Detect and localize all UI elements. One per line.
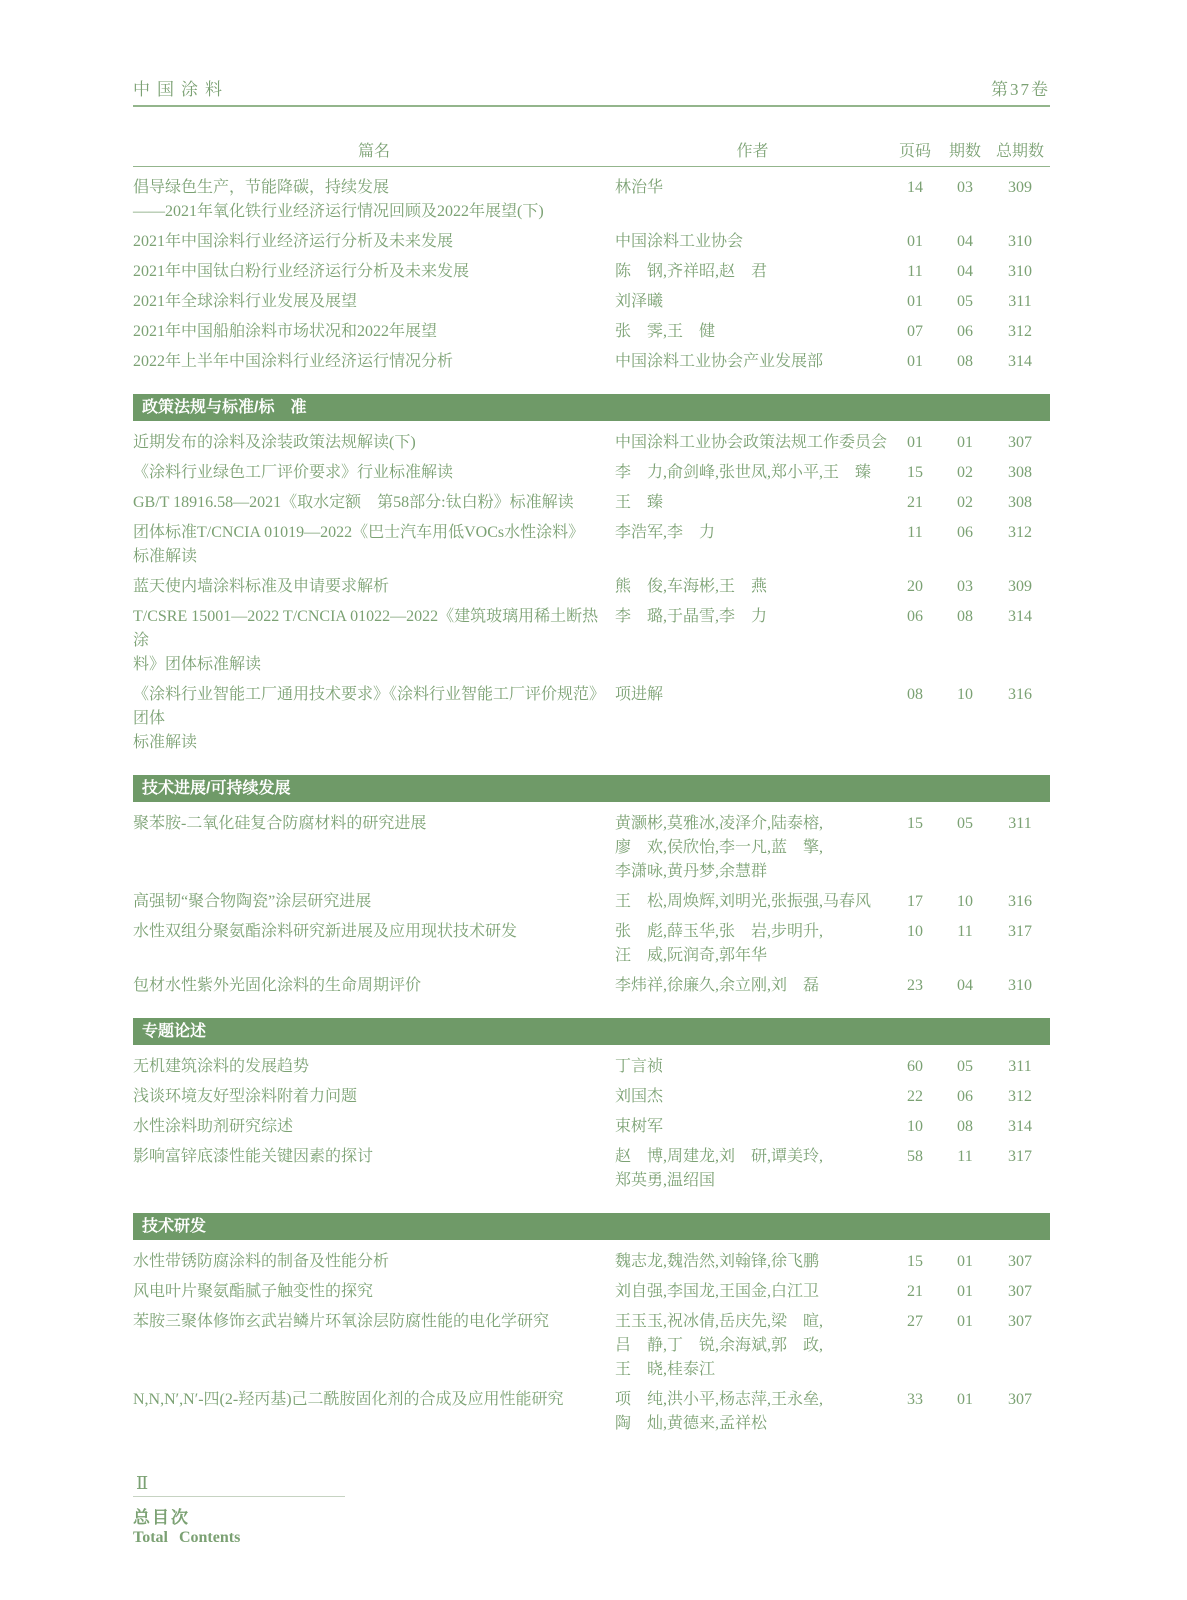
toc-row xyxy=(133,461,1050,485)
article-issue-number: 06 xyxy=(957,323,973,340)
article-authors xyxy=(615,1055,890,1079)
article-authors-line: 束树军 xyxy=(615,1118,664,1135)
article-page-number: 11 xyxy=(907,524,923,541)
article-title xyxy=(133,1388,615,1412)
section-banner xyxy=(133,1018,1050,1045)
article-issue-number: 06 xyxy=(957,1088,973,1105)
article-title-line: 料》团体标准解读 xyxy=(133,656,262,673)
toc-row xyxy=(133,812,1050,884)
article-total-issue-number: 307 xyxy=(1008,434,1032,451)
article-authors-line: 张 霁,王 健 xyxy=(615,323,716,340)
article-authors-line: 中国涂料工业协会产业发展部 xyxy=(615,353,824,370)
article-issue-number: 08 xyxy=(957,353,973,370)
article-issue-number: 05 xyxy=(957,1058,973,1075)
toc-row xyxy=(133,890,1050,914)
article-title xyxy=(133,491,615,515)
article-authors xyxy=(615,431,890,455)
article-total-issue-number: 310 xyxy=(1008,977,1032,994)
article-title-line: 水性双组分聚氨酯涂料研究新进展及应用现状技术研发 xyxy=(133,923,518,940)
journal-title: 中国涂料 xyxy=(133,80,229,99)
article-page-number: 14 xyxy=(907,179,923,196)
article-issue-number: 06 xyxy=(957,524,973,541)
toc-row xyxy=(133,605,1050,677)
article-title xyxy=(133,350,615,374)
toc-row xyxy=(133,431,1050,455)
article-issue-number: 02 xyxy=(957,494,973,511)
article-title xyxy=(133,683,615,755)
article-issue-number: 04 xyxy=(957,233,973,250)
article-title xyxy=(133,290,615,314)
toc-row xyxy=(133,260,1050,284)
article-authors xyxy=(615,260,890,284)
article-total-issue-number: 307 xyxy=(1008,1391,1032,1408)
toc-row xyxy=(133,683,1050,755)
article-total-issue-number: 311 xyxy=(1008,1058,1032,1075)
article-authors-line: 赵 博,周建龙,刘 研,谭美玲, xyxy=(615,1148,824,1165)
toc-row xyxy=(133,1145,1050,1193)
section-banner-title: 专题论述 xyxy=(142,1023,207,1040)
article-page-number: 01 xyxy=(907,353,923,370)
article-total-issue-number: 314 xyxy=(1008,1118,1032,1135)
article-title xyxy=(133,890,615,914)
article-total-issue-number: 307 xyxy=(1008,1283,1032,1300)
toc-row xyxy=(133,290,1050,314)
article-total-issue-number: 309 xyxy=(1008,179,1032,196)
toc-row xyxy=(133,1250,1050,1274)
article-authors-line: 熊 俊,车海彬,王 燕 xyxy=(615,578,768,595)
section-banner xyxy=(133,394,1050,421)
article-title-line: 2022年上半年中国涂料行业经济运行情况分析 xyxy=(133,353,454,370)
article-page-number: 33 xyxy=(907,1391,923,1408)
article-authors-line: 林治华 xyxy=(615,179,664,196)
article-title xyxy=(133,575,615,599)
toc-row xyxy=(133,320,1050,344)
article-authors xyxy=(615,920,890,968)
article-total-issue-number: 309 xyxy=(1008,578,1032,595)
article-page-number: 58 xyxy=(907,1148,923,1165)
article-title xyxy=(133,521,615,569)
article-title-line: 倡导绿色生产，节能降碳，持续发展 xyxy=(133,179,390,196)
article-title-line: 影响富锌底漆性能关键因素的探讨 xyxy=(133,1148,374,1165)
article-title-line: 2021年中国船舶涂料市场状况和2022年展望 xyxy=(133,323,438,340)
article-total-issue-number: 312 xyxy=(1008,323,1032,340)
article-authors xyxy=(615,461,890,485)
article-title xyxy=(133,920,615,944)
article-page-number: 15 xyxy=(907,815,923,832)
article-authors-line: 王 晓,桂泰江 xyxy=(615,1361,716,1378)
article-authors-line: 陶 灿,黄德来,孟祥松 xyxy=(615,1415,768,1432)
article-authors-line: 吕 静,丁 锐,余海斌,郭 政, xyxy=(615,1337,824,1354)
article-title xyxy=(133,605,615,677)
article-authors-line: 李炜祥,徐廉久,余立刚,刘 磊 xyxy=(615,977,820,994)
article-authors xyxy=(615,350,890,374)
article-issue-number: 01 xyxy=(957,1253,973,1270)
article-issue-number: 01 xyxy=(957,1283,973,1300)
article-title-line: 水性涂料助剂研究综述 xyxy=(133,1118,294,1135)
article-title-line: 苯胺三聚体修饰玄武岩鳞片环氧涂层防腐性能的电化学研究 xyxy=(133,1313,550,1330)
article-title xyxy=(133,176,615,224)
article-authors xyxy=(615,230,890,254)
article-issue-number: 08 xyxy=(957,608,973,625)
article-authors-line: 李浩军,李 力 xyxy=(615,524,716,541)
toc-row xyxy=(133,230,1050,254)
article-total-issue-number: 317 xyxy=(1008,1148,1032,1165)
article-authors xyxy=(615,1085,890,1109)
article-page-number: 08 xyxy=(907,686,923,703)
article-title-line: 近期发布的涂料及涂装政策法规解读(下) xyxy=(133,434,416,451)
article-title-line: T/CSRE 15001—2022 T/CNCIA 01022—2022《建筑玻璃用稀土断热涂 xyxy=(133,608,599,649)
article-authors xyxy=(615,1250,890,1274)
page-content xyxy=(133,0,1050,1436)
article-authors xyxy=(615,890,890,914)
article-title-line: 包材水性紫外光固化涂料的生命周期评价 xyxy=(133,977,422,994)
article-title xyxy=(133,1250,615,1274)
section-banner-title: 政策法规与标准/标 准 xyxy=(142,399,307,416)
article-total-issue-number: 310 xyxy=(1008,233,1032,250)
article-issue-number: 10 xyxy=(957,686,973,703)
article-page-number: 06 xyxy=(907,608,923,625)
article-authors-line: 项进解 xyxy=(615,686,664,703)
article-authors xyxy=(615,290,890,314)
column-header-issue: 期数 xyxy=(948,143,981,160)
article-title xyxy=(133,320,615,344)
article-title-line: 聚苯胺-二氧化硅复合防腐材料的研究进展 xyxy=(133,815,427,832)
article-authors-line: 刘国杰 xyxy=(615,1088,664,1105)
article-title xyxy=(133,1310,615,1334)
article-title-line: 无机建筑涂料的发展趋势 xyxy=(133,1058,310,1075)
article-title-line: 《涂料行业智能工厂通用技术要求》《涂料行业智能工厂评价规范》团体 xyxy=(133,686,598,727)
section-banner xyxy=(133,775,1050,802)
article-issue-number: 05 xyxy=(957,815,973,832)
article-total-issue-number: 307 xyxy=(1008,1253,1032,1270)
article-total-issue-number: 317 xyxy=(1008,923,1032,940)
folio-page-number: Ⅱ xyxy=(136,1473,149,1493)
article-title xyxy=(133,1085,615,1109)
article-issue-number: 03 xyxy=(957,578,973,595)
article-total-issue-number: 308 xyxy=(1008,464,1032,481)
article-title xyxy=(133,260,615,284)
column-header-title: 篇名 xyxy=(357,143,390,160)
article-page-number: 17 xyxy=(907,893,923,910)
article-page-number: 21 xyxy=(907,494,923,511)
article-authors-line: 王 松,周焕辉,刘明光,张振强,马春风 xyxy=(615,893,872,910)
article-title xyxy=(133,1145,615,1169)
article-page-number: 23 xyxy=(907,977,923,994)
article-authors-line: 刘自强,李国龙,王国金,白江卫 xyxy=(615,1283,820,1300)
article-authors-line: 项 纯,洪小平,杨志萍,王永垒, xyxy=(615,1391,824,1408)
article-title xyxy=(133,1115,615,1139)
article-authors xyxy=(615,974,890,998)
article-authors-line: 张 彪,薛玉华,张 岩,步明升, xyxy=(615,923,824,940)
article-total-issue-number: 312 xyxy=(1008,524,1032,541)
article-total-issue-number: 316 xyxy=(1008,893,1032,910)
article-title xyxy=(133,431,615,455)
column-header-authors: 作者 xyxy=(736,143,769,160)
article-authors-line: 丁言祯 xyxy=(615,1058,664,1075)
table-column-headers xyxy=(133,140,1050,164)
article-issue-number: 04 xyxy=(957,263,973,280)
article-issue-number: 10 xyxy=(957,893,973,910)
toc-row xyxy=(133,920,1050,968)
article-title-line: 水性带锈防腐涂料的制备及性能分析 xyxy=(133,1253,390,1270)
article-authors-line: 李潇咏,黄丹梦,余慧群 xyxy=(615,863,768,880)
article-issue-number: 11 xyxy=(957,1148,973,1165)
article-total-issue-number: 316 xyxy=(1008,686,1032,703)
article-title-line: 团体标准T/CNCIA 01019—2022《巴士汽车用低VOCs水性涂料》 xyxy=(133,524,585,541)
article-page-number: 20 xyxy=(907,578,923,595)
article-authors xyxy=(615,605,890,629)
article-total-issue-number: 311 xyxy=(1008,293,1032,310)
article-authors-line: 黄灏彬,莫雅冰,凌泽介,陆泰榕, xyxy=(615,815,824,832)
toc-row xyxy=(133,575,1050,599)
article-page-number: 60 xyxy=(907,1058,923,1075)
article-issue-number: 01 xyxy=(957,1313,973,1330)
article-issue-number: 01 xyxy=(957,1391,973,1408)
article-title xyxy=(133,974,615,998)
article-authors xyxy=(615,521,890,545)
article-page-number: 01 xyxy=(907,293,923,310)
article-total-issue-number: 311 xyxy=(1008,815,1032,832)
article-issue-number: 02 xyxy=(957,464,973,481)
article-authors-line: 中国涂料工业协会政策法规工作委员会 xyxy=(615,434,888,451)
toc-row xyxy=(133,1055,1050,1079)
toc-row xyxy=(133,176,1050,224)
toc-row xyxy=(133,1388,1050,1436)
article-authors xyxy=(615,1280,890,1304)
page-footer xyxy=(133,1472,363,1547)
article-page-number: 10 xyxy=(907,923,923,940)
section-banner-title: 技术研发 xyxy=(142,1218,207,1235)
article-issue-number: 04 xyxy=(957,977,973,994)
article-title-line: N,N,N′,N′-四(2-羟丙基)己二酰胺固化剂的合成及应用性能研究 xyxy=(133,1391,564,1408)
article-authors xyxy=(615,176,890,200)
article-title-line: 高强韧“聚合物陶瓷”涂层研究进展 xyxy=(133,893,372,910)
article-authors xyxy=(615,320,890,344)
article-issue-number: 01 xyxy=(957,434,973,451)
article-title-line: 蓝天使内墙涂料标准及申请要求解析 xyxy=(133,578,390,595)
running-head xyxy=(133,0,1050,100)
article-authors-line: 魏志龙,魏浩然,刘翰锋,徐飞鹏 xyxy=(615,1253,820,1270)
article-title-line: 《涂料行业绿色工厂评价要求》行业标准解读 xyxy=(133,464,454,481)
article-authors-line: 刘泽曦 xyxy=(615,293,664,310)
article-authors xyxy=(615,1145,890,1193)
article-authors-line: 李 璐,于晶雪,李 力 xyxy=(615,608,768,625)
article-title-line: 标准解读 xyxy=(133,734,198,751)
article-title-line: ——2021年氧化铁行业经济运行情况回顾及2022年展望(下) xyxy=(133,203,544,220)
column-header-total: 总期数 xyxy=(995,143,1044,160)
article-title xyxy=(133,230,615,254)
article-authors-line: 郑英勇,温绍国 xyxy=(615,1172,716,1189)
article-title xyxy=(133,1055,615,1079)
toc-row xyxy=(133,521,1050,569)
toc-row xyxy=(133,974,1050,998)
article-total-issue-number: 308 xyxy=(1008,494,1032,511)
article-authors-line: 李 力,俞剑峰,张世凤,郑小平,王 臻 xyxy=(615,464,872,481)
toc-row xyxy=(133,1310,1050,1382)
article-total-issue-number: 310 xyxy=(1008,263,1032,280)
article-authors-line: 廖 欢,侯欣怡,李一凡,蓝 擎, xyxy=(615,839,824,856)
article-authors xyxy=(615,1115,890,1139)
toc-row xyxy=(133,1115,1050,1139)
article-title-line: 标准解读 xyxy=(133,548,198,565)
article-page-number: 15 xyxy=(907,464,923,481)
article-page-number: 01 xyxy=(907,233,923,250)
toc-sections xyxy=(133,176,1050,1436)
article-page-number: 15 xyxy=(907,1253,923,1270)
article-total-issue-number: 314 xyxy=(1008,353,1032,370)
toc-row xyxy=(133,491,1050,515)
article-total-issue-number: 312 xyxy=(1008,1088,1032,1105)
article-authors xyxy=(615,575,890,599)
section-banner-title: 技术进展/可持续发展 xyxy=(142,780,291,797)
article-title-line: 2021年中国钛白粉行业经济运行分析及未来发展 xyxy=(133,263,470,280)
article-authors xyxy=(615,1310,890,1382)
article-title-line: 浅谈环境友好型涂料附着力问题 xyxy=(133,1088,358,1105)
article-title-line: GB/T 18916.58—2021《取水定额 第58部分:钛白粉》标准解读 xyxy=(133,494,574,511)
toc-row xyxy=(133,350,1050,374)
article-authors-line: 王 臻 xyxy=(615,494,664,511)
article-authors-line: 王玉玉,祝冰倩,岳庆先,梁 暄, xyxy=(615,1313,824,1330)
toc-row xyxy=(133,1280,1050,1304)
article-title-line: 2021年全球涂料行业发展及展望 xyxy=(133,293,358,310)
column-header-page: 页码 xyxy=(898,143,931,160)
table-header-rule xyxy=(133,166,1050,167)
article-authors xyxy=(615,1388,890,1436)
article-title xyxy=(133,1280,615,1304)
toc-row xyxy=(133,1085,1050,1109)
article-title xyxy=(133,812,615,836)
volume-number: 第37卷 xyxy=(991,80,1050,99)
article-authors-line: 中国涂料工业协会 xyxy=(615,233,744,250)
footer-title-en: Total Contents xyxy=(133,1529,241,1546)
article-page-number: 22 xyxy=(907,1088,923,1105)
article-page-number: 07 xyxy=(907,323,923,340)
article-title xyxy=(133,461,615,485)
article-authors xyxy=(615,812,890,884)
section-banner xyxy=(133,1213,1050,1240)
article-total-issue-number: 314 xyxy=(1008,608,1032,625)
article-page-number: 10 xyxy=(907,1118,923,1135)
article-title-line: 风电叶片聚氨酯腻子触变性的探究 xyxy=(133,1283,374,1300)
article-issue-number: 11 xyxy=(957,923,973,940)
article-authors xyxy=(615,491,890,515)
article-page-number: 21 xyxy=(907,1283,923,1300)
header-rule xyxy=(133,105,1050,107)
article-authors xyxy=(615,683,890,707)
article-authors-line: 陈 钢,齐祥昭,赵 君 xyxy=(615,263,768,280)
article-issue-number: 03 xyxy=(957,179,973,196)
article-page-number: 27 xyxy=(907,1313,923,1330)
footer-title-zh: 总目次 xyxy=(133,1508,190,1527)
article-issue-number: 08 xyxy=(957,1118,973,1135)
footer-rule xyxy=(133,1496,345,1497)
article-page-number: 11 xyxy=(907,263,923,280)
article-page-number: 01 xyxy=(907,434,923,451)
article-issue-number: 05 xyxy=(957,293,973,310)
article-authors-line: 汪 威,阮润奇,郭年华 xyxy=(615,947,768,964)
article-total-issue-number: 307 xyxy=(1008,1313,1032,1330)
article-title-line: 2021年中国涂料行业经济运行分析及未来发展 xyxy=(133,233,454,250)
